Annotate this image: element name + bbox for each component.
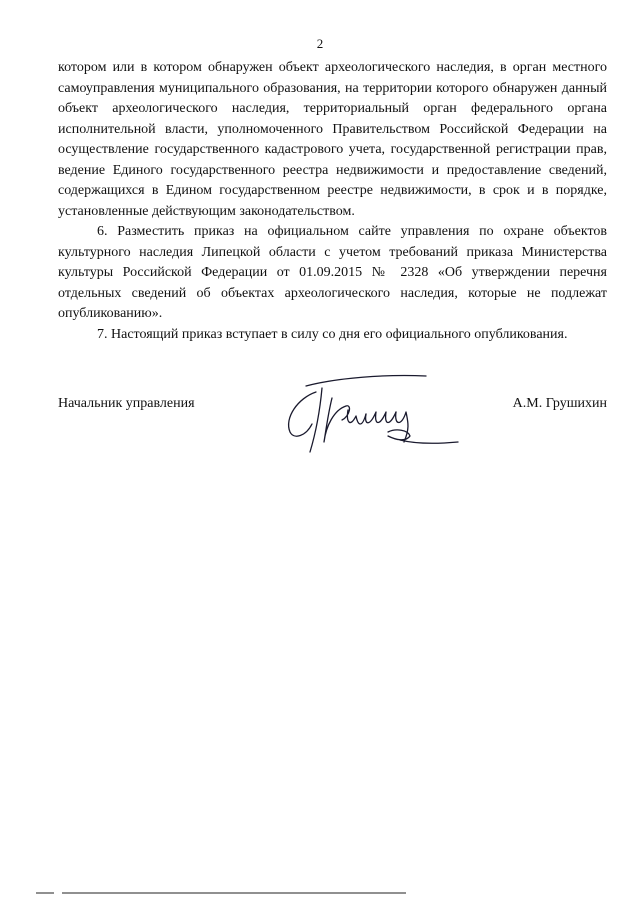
signature-block — [58, 388, 607, 478]
signer-name: А.М. Грушихин — [512, 396, 607, 411]
paragraph-item-6: 6. Разместить приказ на официальном сайте управления по охране объектов культурного наследия Липецкой области с учетом требований приказа Министерства культуры Российской Федерации от 01.09.2015 № 2328 «Об утверждении перечня отдельных сведений об объектах археологического наследия, которые не подлежат опубликованию». — [58, 224, 607, 321]
document-body — [58, 58, 607, 345]
paragraph-continuation: котором или в котором обнаружен объект археологического наследия, в орган местного самоуправления муниципального образования, на территории которого обнаружен данный объект археологического наследия, территориальный орган федерального органа исполнительной власти, уполномоченного Правительством Российской Федерации на осуществление государственного кадастрового учета, государственной регистрации прав, ведение Единого государственного реестра недвижимости и предоставление сведений, содержащихся в Едином государственном реестре недвижимости, в срок и в порядке, установленные действующим законодательством. — [58, 60, 607, 219]
handwritten-signature — [276, 370, 476, 465]
footer-rule — [36, 888, 406, 898]
signer-position: Начальник управления — [58, 396, 195, 411]
page-number: 2 — [316, 36, 324, 51]
paragraph-item-7: 7. Настоящий приказ вступает в силу со дня его официального опубликования. — [97, 326, 568, 342]
